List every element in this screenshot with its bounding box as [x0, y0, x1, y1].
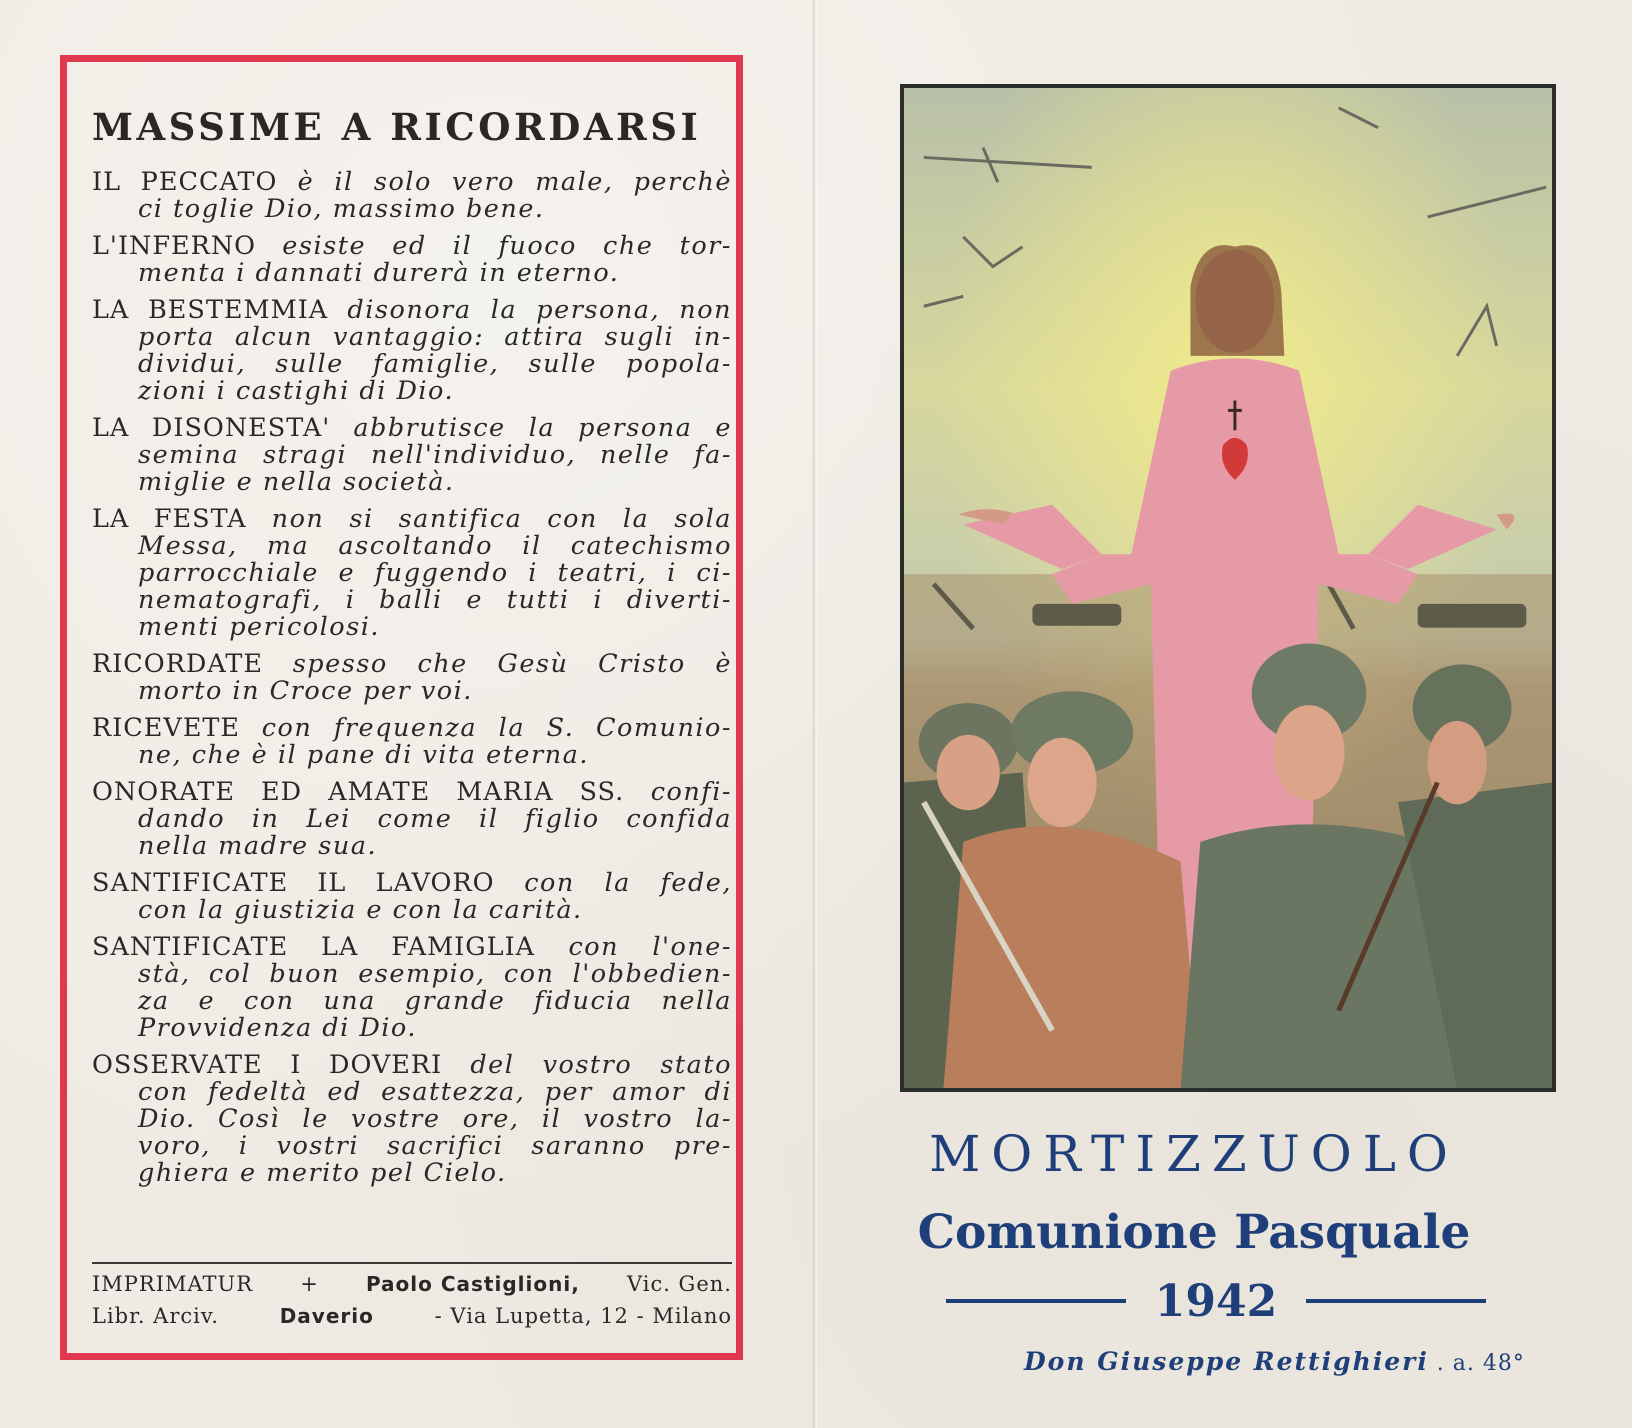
- maxim-line: [92, 934, 732, 961]
- maxim-line: [92, 614, 732, 641]
- imprimatur-block: [92, 1268, 732, 1332]
- maxim-line: [92, 833, 732, 860]
- maxim-line: [92, 415, 732, 442]
- maxim-line: [92, 297, 732, 324]
- maxim-line: [92, 469, 732, 496]
- maxim-line: [92, 779, 732, 806]
- maxim-text: con frequenza la S. Comunio-: [240, 713, 732, 743]
- maxim-text: esiste ed il fuoco che tor-: [256, 231, 732, 261]
- maxim-item: [92, 934, 732, 1042]
- year-rule-left: [946, 1299, 1126, 1303]
- maxim-line: [92, 506, 732, 533]
- sacred-heart-illustration: [900, 84, 1556, 1092]
- soldier-face: [1428, 721, 1487, 804]
- imprimatur-line-1: [92, 1268, 732, 1300]
- maxim-item: [92, 506, 732, 641]
- maxim-keyword: RICEVETE: [92, 713, 241, 743]
- maxim-text: ghiera e merito pel Cielo.: [138, 1158, 507, 1188]
- maxim-text: morto in Croce per voi.: [138, 676, 473, 706]
- center-fold: [812, 0, 818, 1428]
- maxim-keyword: OSSERVATE I DOVERI: [92, 1050, 443, 1080]
- maxim-text: con fedeltà ed esattezza, per amor di: [138, 1077, 732, 1107]
- maxim-item: [92, 297, 732, 405]
- soldier-face: [937, 735, 1000, 810]
- maxim-text: miglie e nella società.: [138, 467, 455, 497]
- maxim-keyword: SANTIFICATE LA FAMIGLIA: [92, 932, 536, 962]
- maxim-line: [92, 233, 732, 260]
- maxim-keyword: LA FESTA: [92, 504, 247, 534]
- publisher-label: Libr. Arciv.: [92, 1304, 219, 1328]
- maxim-keyword: RICORDATE: [92, 649, 263, 679]
- maxim-text: zioni i castighi di Dio.: [138, 376, 455, 406]
- maxim-item: [92, 779, 732, 860]
- maxim-line: [92, 169, 732, 196]
- maxim-line: [92, 961, 732, 988]
- maxim-line: [92, 587, 732, 614]
- hair: [1190, 245, 1284, 356]
- maxim-line: [92, 1133, 732, 1160]
- maxim-line: [92, 678, 732, 705]
- maxim-item: [92, 651, 732, 705]
- maxim-text: semina stragi nell'individuo, nelle fa-: [138, 440, 732, 470]
- maxims-list: [92, 169, 732, 1187]
- town-title: MORTIZZUOLO: [929, 1125, 1459, 1183]
- soldier-face: [1273, 705, 1344, 800]
- maxim-text: non si santifica con la sola: [246, 504, 732, 534]
- maxim-text: parrocchiale e fuggendo i teatri, i ci-: [138, 558, 732, 588]
- maxim-text: stà, col buon esempio, con l'obbedien-: [138, 959, 732, 989]
- maxim-keyword: L'INFERNO: [92, 231, 257, 261]
- maxim-text: dando in Lei come il figlio confida: [138, 804, 732, 834]
- year-rule-right: [1306, 1299, 1486, 1303]
- maxim-text: nematografi, i balli e tutti i diverti-: [138, 585, 732, 615]
- maxim-text: nella madre sua.: [138, 831, 378, 861]
- maxim-line: [92, 260, 732, 287]
- maxim-line: [92, 1079, 732, 1106]
- imprimatur-title: Vic. Gen.: [626, 1272, 732, 1296]
- maxim-line: [92, 806, 732, 833]
- event-title: Comunione Pasquale: [917, 1205, 1471, 1260]
- maxim-line: [92, 1106, 732, 1133]
- maxim-line: [92, 324, 732, 351]
- maxim-line: [92, 870, 732, 897]
- maxim-text: abbrutisce la persona e: [330, 413, 732, 443]
- imprimatur-line-2: [92, 1300, 732, 1332]
- maxim-keyword: LA DISONESTA': [92, 413, 331, 443]
- publisher-name: Daverio: [279, 1304, 374, 1328]
- maxim-line: [92, 897, 732, 924]
- maxim-item: [92, 870, 732, 924]
- maxim-text: menti pericolosi.: [138, 612, 380, 642]
- maxim-text: con la giustizia e con la carità.: [138, 895, 583, 925]
- maxim-item: [92, 1052, 732, 1187]
- maxim-line: [92, 715, 732, 742]
- maxim-line: [92, 1160, 732, 1187]
- maxim-text: del vostro stato: [442, 1050, 732, 1080]
- maxim-keyword: SANTIFICATE IL LAVORO: [92, 868, 495, 898]
- priest-credit: [1024, 1347, 1544, 1376]
- maxims-panel: [92, 105, 732, 1197]
- maxim-text: Provvidenza di Dio.: [138, 1013, 417, 1043]
- maxim-text: porta alcun vantaggio: attira sugli in-: [138, 322, 732, 352]
- maxim-text: è il solo vero male, perchè: [277, 167, 733, 197]
- soldier-face: [1027, 738, 1096, 827]
- maxim-line: [92, 378, 732, 405]
- maxim-text: za e con una grande fiducia nella: [138, 986, 732, 1016]
- maxim-line: [92, 560, 732, 587]
- maxim-line: [92, 196, 732, 223]
- maxim-line: [92, 442, 732, 469]
- publisher-address: - Via Lupetta, 12 - Milano: [434, 1304, 732, 1328]
- maxim-line: [92, 988, 732, 1015]
- maxim-item: [92, 715, 732, 769]
- credit-age: a. 48°: [1452, 1351, 1525, 1376]
- maxims-heading: MASSIME A RICORDARSI: [92, 105, 702, 149]
- maxim-item: [92, 415, 732, 496]
- maxim-line: [92, 351, 732, 378]
- maxim-text: ci toglie Dio, massimo bene.: [138, 194, 545, 224]
- soldier-officer-body: [944, 826, 1201, 1088]
- maxim-text: Dio. Così le vostre ore, il vostro la-: [138, 1104, 732, 1134]
- tank-icon: [1418, 604, 1527, 628]
- imprimatur-divider: [92, 1262, 732, 1264]
- maxim-text: voro, i vostri sacrifici saranno pre-: [138, 1131, 732, 1161]
- maxim-text: dividui, sulle famiglie, sulle popola-: [138, 349, 732, 379]
- tank-icon: [1032, 604, 1121, 626]
- maxim-line: [92, 742, 732, 769]
- year-text: 1942: [1154, 1275, 1278, 1327]
- maxim-keyword: IL PECCATO: [92, 167, 278, 197]
- maxim-text: ne, che è il pane di vita eterna.: [138, 740, 589, 770]
- credit-separator: .: [1428, 1351, 1453, 1376]
- maxim-line: [92, 651, 732, 678]
- maxim-text: Messa, ma ascoltando il catechismo: [138, 531, 732, 561]
- maxim-text: disonora la persona, non: [328, 295, 732, 325]
- maxim-item: [92, 169, 732, 223]
- maxim-text: confi-: [624, 777, 732, 807]
- credit-name: Don Giuseppe Rettighieri: [1024, 1347, 1429, 1376]
- cross-icon: +: [300, 1272, 319, 1296]
- year-row: [946, 1273, 1486, 1329]
- maxim-text: spesso che Gesù Cristo è: [262, 649, 732, 679]
- maxim-line: [92, 1052, 732, 1079]
- maxim-keyword: ONORATE ED AMATE MARIA SS.: [92, 777, 625, 807]
- imprimatur-signatory: Paolo Castiglioni,: [365, 1272, 580, 1296]
- maxim-text: con l'one-: [535, 932, 732, 962]
- maxim-text: con la fede,: [494, 868, 732, 898]
- maxim-line: [92, 533, 732, 560]
- maxim-keyword: LA BESTEMMIA: [92, 295, 329, 325]
- illustration-artwork: [904, 88, 1552, 1088]
- maxim-item: [92, 233, 732, 287]
- imprimatur-label: IMPRIMATUR: [92, 1272, 254, 1296]
- maxim-text: menta i dannati durerà in eterno.: [138, 258, 620, 288]
- maxim-line: [92, 1015, 732, 1042]
